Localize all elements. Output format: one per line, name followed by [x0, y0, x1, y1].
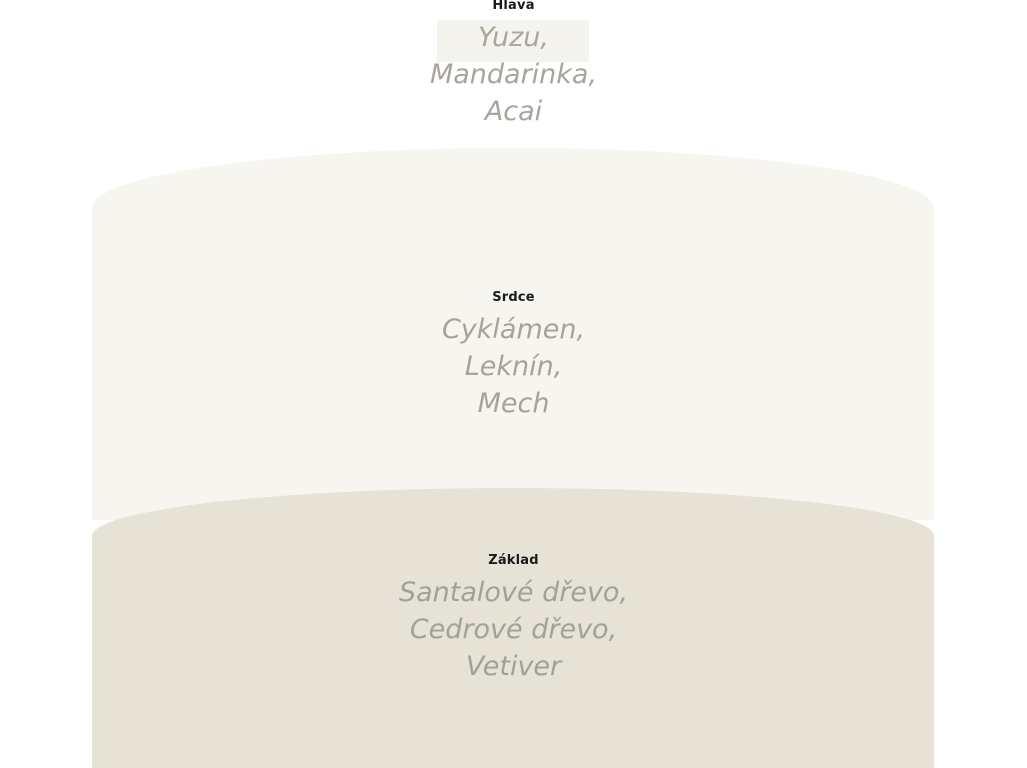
heart-note-line-3: Mech [477, 388, 550, 419]
base-note-line-2: Cedrové dřevo, [409, 614, 618, 645]
head-note-line-1: Yuzu, [478, 22, 549, 53]
head-note-list [0, 19, 1027, 130]
base-note-line-1: Santalové dřevo, [398, 577, 629, 608]
head-note-line-2: Mandarinka, [429, 59, 598, 90]
base-note-line-3: Vetiver [465, 651, 562, 682]
heart-note-group [0, 290, 1027, 422]
base-note-group [0, 553, 1027, 685]
head-note-label: Hlava [492, 0, 535, 13]
heart-note-list [0, 311, 1027, 422]
heart-note-line-2: Leknín, [464, 351, 563, 382]
heart-note-line-1: Cyklámen, [441, 314, 586, 345]
head-note-line-3: Acai [484, 96, 543, 127]
head-note-group [0, 0, 1027, 130]
base-note-label: Základ [488, 553, 539, 568]
base-note-list [0, 574, 1027, 685]
heart-note-label: Srdce [492, 290, 535, 305]
